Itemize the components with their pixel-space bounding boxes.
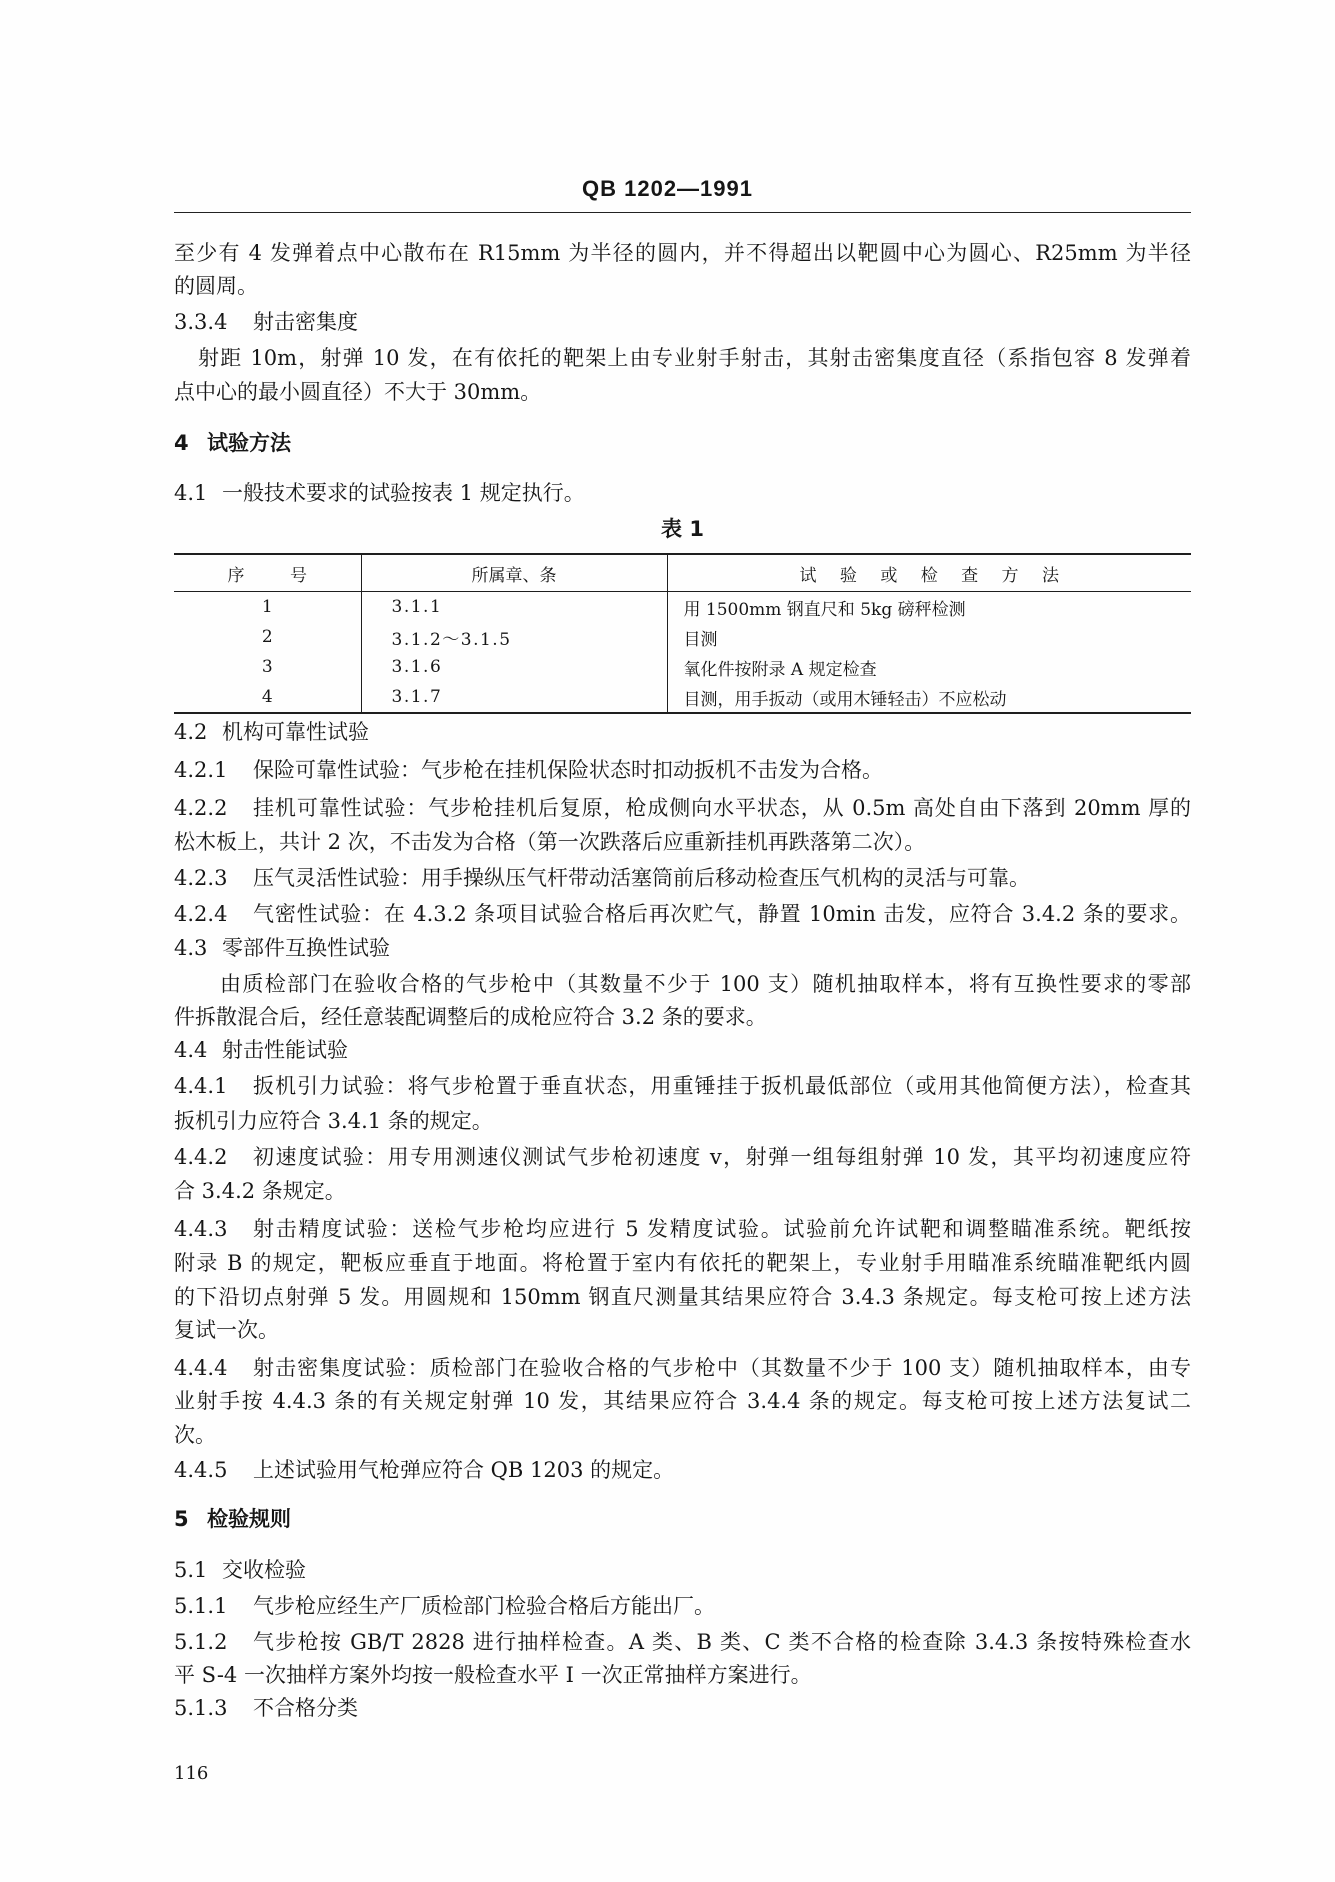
section-4-number: 4 (174, 431, 189, 455)
section-4-title: 试验方法 (207, 431, 291, 455)
clause-4-2-2-line-2: 松木板上，共计 2 次，不击发为合格（第一次跌落后应重新挂机再跌落第二次）。 (174, 830, 926, 854)
clause-4-2-2-number: 4.2.2 (174, 796, 228, 820)
clause-4-4-1-line-2: 扳机引力应符合 3.4.1 条的规定。 (174, 1109, 493, 1133)
clause-4-2-title: 机构可靠性试验 (222, 720, 369, 744)
table-cell-clause: 3.1.7 (361, 682, 667, 713)
clause-4-4-3-number: 4.4.3 (174, 1217, 228, 1241)
table-cell-method: 用 1500mm 钢直尺和 5kg 磅秤检测 (683, 599, 966, 620)
table-cell-seq: 1 (174, 592, 361, 623)
table-cell-clause: 3.1.2～3.1.5 (361, 622, 667, 652)
clause-4-4-1-line-1: 扳机引力试验：将气步枪置于垂直状态，用重锤挂于扳机最低部位（或用其他简便方法），检查其 (253, 1074, 1191, 1098)
clause-3-3-3-line-1: 至少有 4 发弹着点中心散布在 R15mm 为半径的圆内，并不得超出以靶圆中心为圆心、R25mm 为半径 (174, 241, 1191, 265)
clause-4-3-line-1: 由质检部门在验收合格的气步枪中（其数量不少于 100 支）随机抽取样本，将有互换性要求的零部 (220, 972, 1191, 996)
table-row (174, 622, 1191, 652)
table-row (174, 652, 1191, 682)
table-cell-clause: 3.1.6 (361, 652, 667, 682)
clause-4-3-number: 4.3 (174, 936, 208, 960)
clause-5-1-1-text: 气步枪应经生产厂质检部门检验合格后方能出厂。 (253, 1594, 715, 1618)
clause-4-4-2-number: 4.4.2 (174, 1145, 228, 1169)
clause-4-4-3-line-1: 射击精度试验：送检气步枪均应进行 5 发精度试验。试验前允许试靶和调整瞄准系统。靶纸按 (253, 1217, 1191, 1241)
clause-4-2-4-number: 4.2.4 (174, 902, 228, 926)
clause-4-2-1-number: 4.2.1 (174, 758, 228, 782)
table-cell-seq: 3 (174, 652, 361, 682)
clause-4-4-2-line-1: 初速度试验：用专用测速仪测试气步枪初速度 v，射弹一组每组射弹 10 发，其平均初速度应符 (253, 1145, 1191, 1169)
clause-4-2-1-text: 保险可靠性试验：气步枪在挂机保险状态时扣动扳机不击发为合格。 (253, 758, 883, 782)
clause-3-3-4-line-2: 点中心的最小圆直径）不大于 30mm。 (174, 380, 542, 404)
table-cell-method: 氧化件按附录 A 规定检查 (683, 659, 877, 680)
table-1 (174, 553, 1191, 714)
clause-3-3-3-line-2: 的圆周。 (174, 274, 258, 298)
clause-5-1-2-line-1: 气步枪按 GB/T 2828 进行抽样检查。A 类、B 类、C 类不合格的检查除 3.4.3 条按特殊检查水 (253, 1630, 1191, 1654)
clause-4-4-number: 4.4 (174, 1038, 208, 1062)
clause-4-4-4-line-3: 次。 (174, 1423, 216, 1447)
table-cell-method: 目测 (683, 629, 718, 650)
clause-4-2-3-text: 压气灵活性试验：用手操纵压气杆带动活塞筒前后移动检查压气机构的灵活与可靠。 (253, 866, 1030, 890)
clause-4-2-number: 4.2 (174, 720, 208, 744)
section-5-number: 5 (174, 1507, 189, 1531)
clause-4-4-4-number: 4.4.4 (174, 1356, 228, 1380)
section-5-title: 检验规则 (207, 1507, 291, 1531)
clause-4-4-3-line-2: 附录 B 的规定，靶板应垂直于地面。将枪置于室内有依托的靶架上，专业射手用瞄准系统瞄准靶纸内圆 (174, 1251, 1191, 1275)
clause-5-1-2-line-2: 平 S-4 一次抽样方案外均按一般检查水平 I 一次正常抽样方案进行。 (174, 1663, 812, 1687)
clause-4-4-4-line-2: 业射手按 4.4.3 条的有关规定射弹 10 发，其结果应符合 3.4.4 条的规定。每支枪可按上述方法复试二 (174, 1389, 1191, 1413)
header-rule (174, 212, 1191, 213)
clause-5-1-2-number: 5.1.2 (174, 1630, 228, 1654)
clause-4-2-4-text: 气密性试验：在 4.3.2 条项目试验合格后再次贮气，静置 10min 击发，应符合 3.4.2 条的要求。 (253, 902, 1191, 926)
clause-4-4-1-number: 4.4.1 (174, 1074, 228, 1098)
table-header-row (174, 554, 1191, 592)
table-row (174, 682, 1191, 713)
table-cell-clause: 3.1.1 (361, 592, 667, 623)
clause-4-4-2-line-2: 合 3.4.2 条规定。 (174, 1179, 346, 1203)
table-cell-seq: 4 (174, 682, 361, 713)
clause-5-1-number: 5.1 (174, 1558, 208, 1582)
clause-4-1-text: 一般技术要求的试验按表 1 规定执行。 (222, 481, 585, 505)
clause-3-3-4-title: 射击密集度 (253, 310, 358, 334)
clause-4-3-title: 零部件互换性试验 (222, 936, 390, 960)
clause-5-1-1-number: 5.1.1 (174, 1594, 228, 1618)
clause-3-3-4-line-1: 射距 10m，射弹 10 发，在有依托的靶架上由专业射手射击，其射击密集度直径（系指包容 8 发弹着 (198, 346, 1191, 370)
table-header-seq: 序 号 (174, 554, 361, 592)
clause-4-4-3-line-4: 复试一次。 (174, 1318, 279, 1342)
clause-4-4-4-line-1: 射击密集度试验：质检部门在验收合格的气步枪中（其数量不少于 100 支）随机抽取样本，由专 (253, 1356, 1191, 1380)
clause-4-2-2-line-1: 挂机可靠性试验：气步枪挂机后复原，枪成侧向水平状态，从 0.5m 高处自由下落到 20mm 厚的 (253, 796, 1191, 820)
page-number: 116 (174, 1763, 209, 1784)
clause-5-1-title: 交收检验 (222, 1558, 306, 1582)
table-header-clause: 所属章、条 (361, 554, 667, 592)
table-cell-seq: 2 (174, 622, 361, 652)
table-header-method: 试 验 或 检 查 方 法 (667, 554, 1191, 592)
clause-4-4-5-text: 上述试验用气枪弹应符合 QB 1203 的规定。 (253, 1458, 675, 1482)
standard-code-header: QB 1202—1991 (582, 176, 753, 201)
table-row (174, 592, 1191, 623)
clause-4-3-line-2: 件拆散混合后，经任意装配调整后的成枪应符合 3.2 条的要求。 (174, 1005, 767, 1029)
clause-4-1-number: 4.1 (174, 481, 208, 505)
clause-5-1-3-title: 不合格分类 (253, 1696, 358, 1720)
clause-4-4-title: 射击性能试验 (222, 1038, 348, 1062)
clause-4-2-3-number: 4.2.3 (174, 866, 228, 890)
clause-5-1-3-number: 5.1.3 (174, 1696, 228, 1720)
clause-4-4-3-line-3: 的下沿切点射弹 5 发。用圆规和 150mm 钢直尺测量其结果应符合 3.4.3 条规定。每支枪可按上述方法 (174, 1285, 1191, 1309)
table-1-caption: 表 1 (661, 517, 704, 541)
table-cell-method: 目测，用手扳动（或用木锤轻击）不应松动 (683, 689, 1007, 710)
clause-3-3-4-number: 3.3.4 (174, 310, 228, 334)
clause-4-4-5-number: 4.4.5 (174, 1458, 228, 1482)
